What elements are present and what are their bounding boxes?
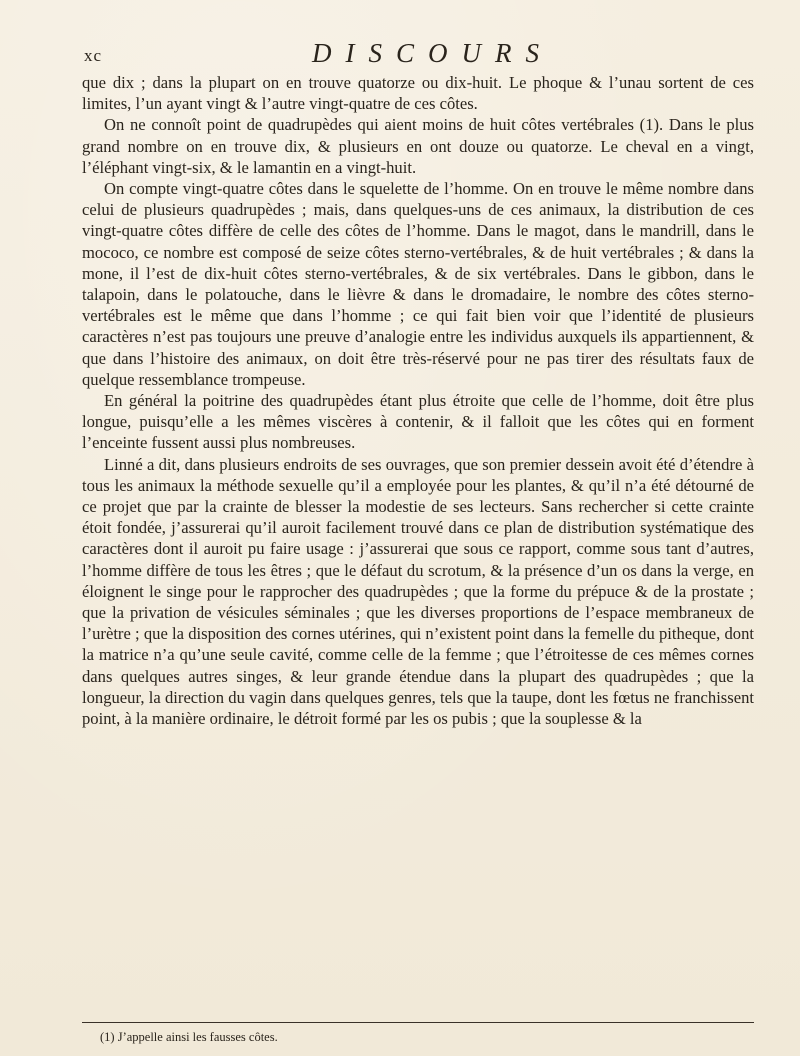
body-text [82,72,754,729]
running-title: DISCOURS [312,38,553,68]
paragraph-human-ribs: On compte vingt-quatre côtes dans le squelette de l’homme. On en trouve le même nombre dans celui de plusieurs quadrupèdes ; mais, dans quelques-uns de ces animaux, la distribution de ces vingt-quatre côtes diffère de celle des côtes de l’homme. Dans le magot, dans le mandrill, dans le mococo, ce nombre est composé de seize côtes sterno-vertébrales, & de huit vertébrales ; & dans la mone, il l’est de dix-huit côtes sterno-vertébrales, & de six vertébrales. Dans le gibbon, dans le talapoin, dans le polatouche, dans le lièvre & dans le dromadaire, le nombre des côtes sterno-vertébrales est le même que dans l’homme ; ce qui fait bien voir que l’identité de plusieurs caractères n’est pas toujours une preuve d’analogie entre les individus auxquels ils appartiennent, & que dans l’histoire des animaux, on doit être très-réservé pour ne pas tirer des résultats faux de quelque ressemblance trompeuse. [82,179,754,389]
page-number: xc [84,46,103,65]
footnote: (1) J’appelle ainsi les fausses côtes. [100,1030,278,1044]
paragraph-continued: que dix ; dans la plupart on en trouve quatorze ou dix-huit. Le phoque & l’unau sortent de ces limites, l’un ayant vingt & l’autre vingt-quatre de ces côtes. [82,73,754,114]
paragraph-linnaeus: Linné a dit, dans plusieurs endroits de ses ouvrages, que son premier dessein avoit été d’étendre à tous les animaux la méthode sexuelle qu’il a employée pour les plantes, & qu’il n’a été détourné de ce projet que par la crainte de blesser la modestie de ses lecteurs. Sans rechercher si cette crainte étoit fondée, j’assurerai qu’il auroit facilement trouvé dans ce plan de distribution systématique des caractères dont il auroit pu faire usage : j’assurerai que sous ce rapport, comme sous tant d’autres, l’homme diffère de tous les êtres ; que le défaut du scrotum, & la présence d’un os dans la verge, en éloignent le singe pour le rapprocher des quadrupèdes ; que la forme du prépuce & de la prostate ; que la privation de vésicules séminales ; que les diverses proportions de l’espace membraneux de l’urètre ; que la disposition des cornes utérines, qui n’existent point dans la femelle du pitheque, dont la matrice n’a qu’une seule cavité, comme celle de la femme ; que l’étroitesse de ces mêmes cornes dans quelques autres singes, & leur grande étendue dans la plupart des quadrupèdes ; que la longueur, la direction du vagin dans quelques genres, tels que la taupe, dont les fœtus ne franchissent point, à la manière ordinaire, le détroit formé par les os pubis ; que la souplesse & la [82,454,754,729]
footnote-rule [82,1022,754,1023]
paragraph-vertebral-ribs: On ne connoît point de quadrupèdes qui aient moins de huit côtes vertébrales (1). Dans le plus grand nombre on en trouve dix, & plusieurs en ont douze ou quatorze. Le cheval en a vingt, l’éléphant vingt-six, & le lamantin en a vingt-huit. [82,115,754,177]
paragraph-chest: En général la poitrine des quadrupèdes étant plus étroite que celle de l’homme, doit être plus longue, puisqu’elle a les mêmes viscères à contenir, & il falloit que les côtes qui en forment l’enceinte fussent aussi plus nombreuses. [82,391,754,453]
running-head [80,38,760,68]
